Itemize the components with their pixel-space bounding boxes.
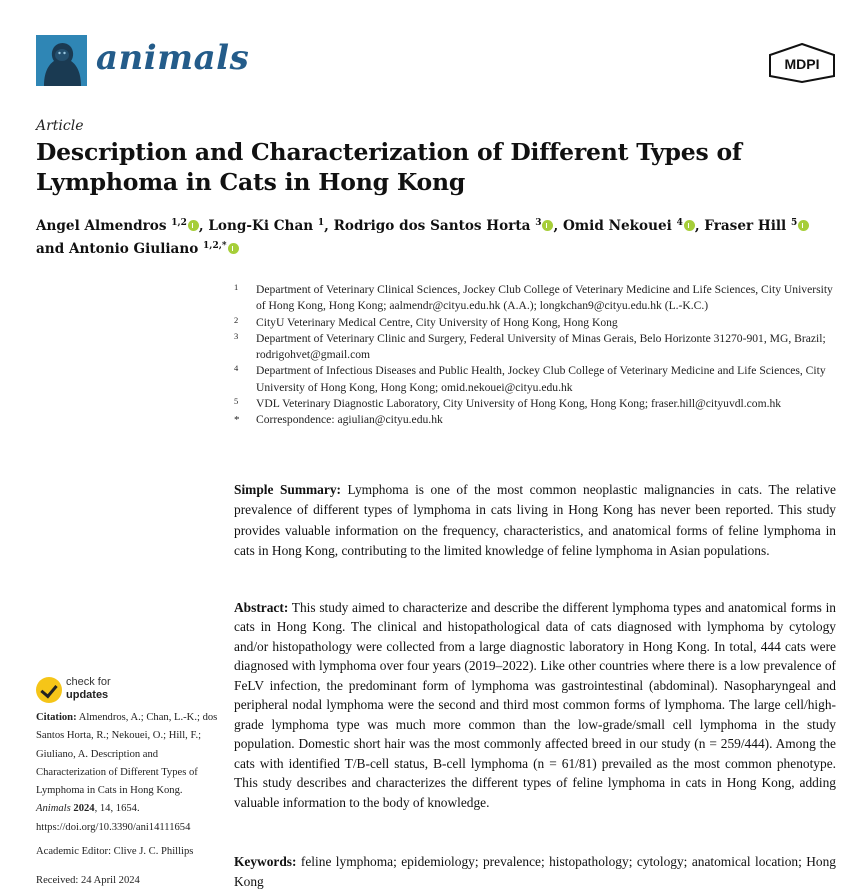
article-title: Description and Characterization of Different Types of Lymphoma in Cats in Hong Kong xyxy=(36,138,742,196)
simple-summary xyxy=(234,480,836,561)
author-name[interactable]: Antonio Giuliano xyxy=(68,241,199,257)
simple-summary-label: Simple Summary: xyxy=(234,482,341,497)
author-affil-sup: 1,2,* xyxy=(203,241,227,251)
keywords-label: Keywords: xyxy=(234,854,297,869)
orcid-icon[interactable] xyxy=(228,243,239,254)
academic-editor: Academic Editor: Clive J. C. Phillips xyxy=(36,846,194,857)
citation-text: Almendros, A.; Chan, L.-K.; dos Santos Horta, R.; Nekouei, O.; Hill, F.; Giuliano, A. Description and Characterization of Different Types of Lymphoma in Cats in Hong Kong. xyxy=(36,712,218,797)
orcid-icon[interactable] xyxy=(542,220,553,231)
simple-summary-text: Lymphoma is one of the most common neoplastic malignancies in cats. The relative prevalence of different types of lymphoma in cats living in Hong Kong has never been reported. This study provides valuable information on the frequency, characteristics, and anatomical forms of feline lymphoma in cats in Hong Kong, contributing to the limited knowledge of feline lymphoma in Asian populations. xyxy=(234,482,836,558)
orcid-icon[interactable] xyxy=(798,220,809,231)
affiliations xyxy=(234,282,834,429)
keywords-text: feline lymphoma; epidemiology; prevalence; histopathology; cytology; anatomical location; Hong Kong xyxy=(234,854,836,889)
check-line1: check for xyxy=(66,676,111,688)
citation-label: Citation: xyxy=(36,712,77,723)
journal-logo-icon xyxy=(36,35,87,86)
author-affil-sup: 5 xyxy=(790,218,798,228)
citation-journal: Animals xyxy=(36,803,71,815)
publisher-name: MDPI xyxy=(784,56,820,72)
author-affil-sup: 1,2 xyxy=(171,218,187,228)
author-name[interactable]: Fraser Hill xyxy=(704,218,787,234)
affiliation-item xyxy=(234,363,834,396)
affiliation-number: 2 xyxy=(234,314,239,325)
author-affil-sup: 1 xyxy=(317,218,325,228)
affiliation-number: 5 xyxy=(234,396,239,407)
correspondence-marker: * xyxy=(234,414,240,427)
citation-year: 2024 xyxy=(73,803,95,815)
affiliation-text: VDL Veterinary Diagnostic Laboratory, City University of Hong Kong, Hong Kong; fraser.hill@cityuvdl.com.hk xyxy=(256,397,782,411)
article-type: Article xyxy=(36,118,84,134)
keywords xyxy=(234,852,836,892)
author-list: Angel Almendros $^{1,2}$ , Long-Ki Chan $^1$, Rodrigo dos Santos Horta $^3$ , Omid Nekouei $^4$ , Fraser Hill $^5$ and Antonio Giuliano $^{1,2,*}$ xyxy=(36,213,816,259)
author-name[interactable]: Omid Nekouei xyxy=(562,218,672,234)
affiliation-item xyxy=(234,282,834,315)
abstract xyxy=(234,598,836,812)
check-for-updates-button[interactable] xyxy=(36,676,146,706)
received-date: Received: 24 April 2024 xyxy=(36,875,140,886)
affiliation-item xyxy=(234,331,834,364)
author-name[interactable]: Rodrigo dos Santos Horta xyxy=(333,218,531,234)
journal-name: animals xyxy=(96,38,250,78)
citation-volume-doi[interactable]: , 14, 1654. https://doi.org/10.3390/ani14111654 xyxy=(36,803,191,833)
affiliation-item xyxy=(234,315,834,331)
check-for-updates-label xyxy=(66,676,111,702)
author-affil-sup: 3 xyxy=(535,218,542,228)
author-name[interactable]: Long-Ki Chan xyxy=(208,218,314,234)
correspondence-text: Correspondence: agiulian@cityu.edu.hk xyxy=(256,413,443,427)
authors-and: and xyxy=(36,241,65,257)
check-line2: updates xyxy=(66,689,109,701)
mdpi-logo xyxy=(768,43,836,83)
affiliation-number: 1 xyxy=(234,282,239,292)
mdpi-logo-icon xyxy=(768,43,836,83)
correspondence-item xyxy=(234,412,834,428)
affiliation-number: 3 xyxy=(234,330,239,341)
gorilla-logo-icon xyxy=(36,35,87,86)
affiliation-text: Department of Veterinary Clinical Sciences, Jockey Club College of Veterinary Medicine and Life Sciences, City University of Hong Kong, Hong Kong; aalmendr@cityu.edu.hk (A.A.); longkchan9@cityu.edu.hk (L.-K.C.) xyxy=(256,283,833,313)
orcid-icon[interactable] xyxy=(188,220,199,231)
affiliation-text: Department of Infectious Diseases and Public Health, Jockey Club College of Veterinary Medicine and Life Sciences, City University of Hong Kong, Hong Kong; omid.nekouei@cityu.edu.hk xyxy=(256,364,826,394)
abstract-text: This study aimed to characterize and describe the different lymphoma types and anatomical forms in cats in Hong Kong. The clinical and histopathological data of cats diagnosed with lymphoma by cytology and/or histopathology were collected from a large diagnostic laboratory in Hong Kong. In total, 444 cats were diagnosed with lymphoma over four years (2019–2022). Like other countries where there is a low prevalence of FeLV infection, the predominant form of lymphoma was gastrointestinal (abdominal). Nasopharyngeal and peripheral nodal lymphoma were the second and third most common forms of lymphoma. The large cell/high-grade lymphoma type was much more common than the low-grade/small cell lymphoma in the study population. Domestic short hair was the most commonly affected breed in our study (n = 259/444). Among the cats with identified T/B-cell status, B-cell lymphoma (n = 61/81) prevailed as the most common phenotype. This study describes and characterizes the different types of feline lymphoma in cats in Hong Kong, adding valuable information to the body of knowledge. xyxy=(234,600,836,810)
orcid-icon[interactable] xyxy=(684,220,695,231)
citation-block xyxy=(36,709,218,837)
author-affil-sup: 4 xyxy=(676,218,683,228)
affiliation-number: 4 xyxy=(234,363,239,374)
check-for-updates-icon xyxy=(36,677,62,703)
affiliation-text: Department of Veterinary Clinic and Surgery, Federal University of Minas Gerais, Belo Horizonte 31270-901, MG, Brazil; rodrigohvet@gmail.com xyxy=(256,331,826,362)
abstract-label: Abstract: xyxy=(234,600,289,615)
affiliation-text: CityU Veterinary Medical Centre, City University of Hong Kong, Hong Kong xyxy=(256,315,618,329)
affiliation-item xyxy=(234,396,834,412)
author-name[interactable]: Angel Almendros xyxy=(36,218,167,234)
